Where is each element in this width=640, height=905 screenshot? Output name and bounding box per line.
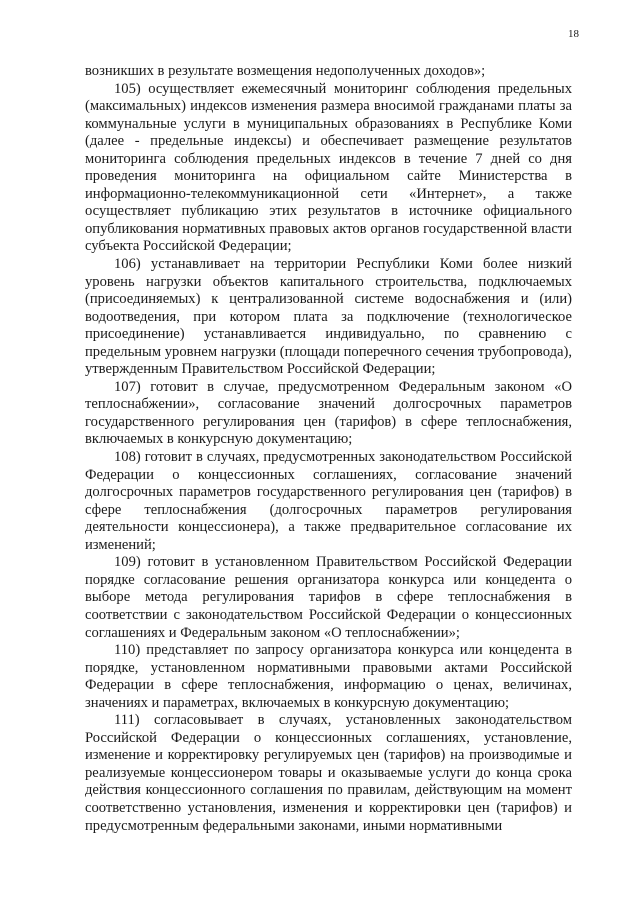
paragraph-108: 108) готовит в случаях, предусмотренных законодательством Российской Федерации о концессионных соглашениях, согласование значений долгосрочных параметров государственного регулирования цен (тарифов) в сфере теплоснабжения (долгосрочных параметров регулирования деятельности концессионера), а также предварительное согласование их изменений; <box>85 449 572 553</box>
paragraph-110: 110) представляет по запросу организатора конкурса или концедента в порядке, установленном нормативными правовыми актами Российской Федерации в сфере теплоснабжения, информацию о ценах, величинах, значениях и параметрах, включаемых в конкурсную документацию; <box>85 642 572 711</box>
paragraph-109: 109) готовит в установленном Правительством Российской Федерации порядке согласование решения организатора конкурса или концедента о выборе метода регулирования тарифов в сфере теплоснабжения в соответствии с законодательством Российской Федерации о концессионных соглашениях и Федеральным законом «О теплоснабжении»; <box>85 554 572 641</box>
paragraph-106: 106) устанавливает на территории Республики Коми более низкий уровень нагрузки объектов капитального строительства, подключаемых (присоединяемых) к централизованной системе водоснабжения и (или) водоотведения, при котором плата за подключение (технологическое присоединение) устанавливается индивидуально, по сравнению с предельным уровнем нагрузки (площади поперечного сечения трубопровода), утвержденным Правительством Российской Федерации; <box>85 256 572 378</box>
paragraph-111: 111) согласовывает в случаях, установленных законодательством Российской Федерации о концессионных соглашениях, установление, изменение и корректировку регулируемых цен (тарифов) на производимые и реализуемые концессионером товары и оказываемые услуги до конца срока действия концессионного соглашения по правилам, действующим на момент соответственно установления, изменения и корректировки цен (тарифов) и предусмотренным федеральными законами, иными нормативными <box>85 712 572 834</box>
paragraph-105: 105) осуществляет ежемесячный мониторинг соблюдения предельных (максимальных) индексов изменения размера вносимой гражданами платы за коммунальные услуги в муниципальных образованиях в Республике Коми (далее - предельные индексы) и обеспечивает размещение результатов мониторинга соблюдения предельных индексов в течение 7 дней со дня проведения мониторинга на официальном сайте Министерства в информационно-телекоммуникационной сети «Интернет», а также осуществляет публикацию этих результатов в источнике официального опубликования нормативных правовых актов органов государственной власти субъекта Российской Федерации; <box>85 80 572 255</box>
document-body <box>85 63 572 835</box>
paragraph-continuation: возникших в результате возмещения недополученных доходов»; <box>85 63 486 79</box>
page-number: 18 <box>568 28 579 40</box>
paragraph-107: 107) готовит в случае, предусмотренном Федеральным законом «О теплоснабжении», согласование значений долгосрочных параметров государственного регулирования цен (тарифов) в сфере теплоснабжения, включаемых в конкурсную документацию; <box>85 378 572 448</box>
